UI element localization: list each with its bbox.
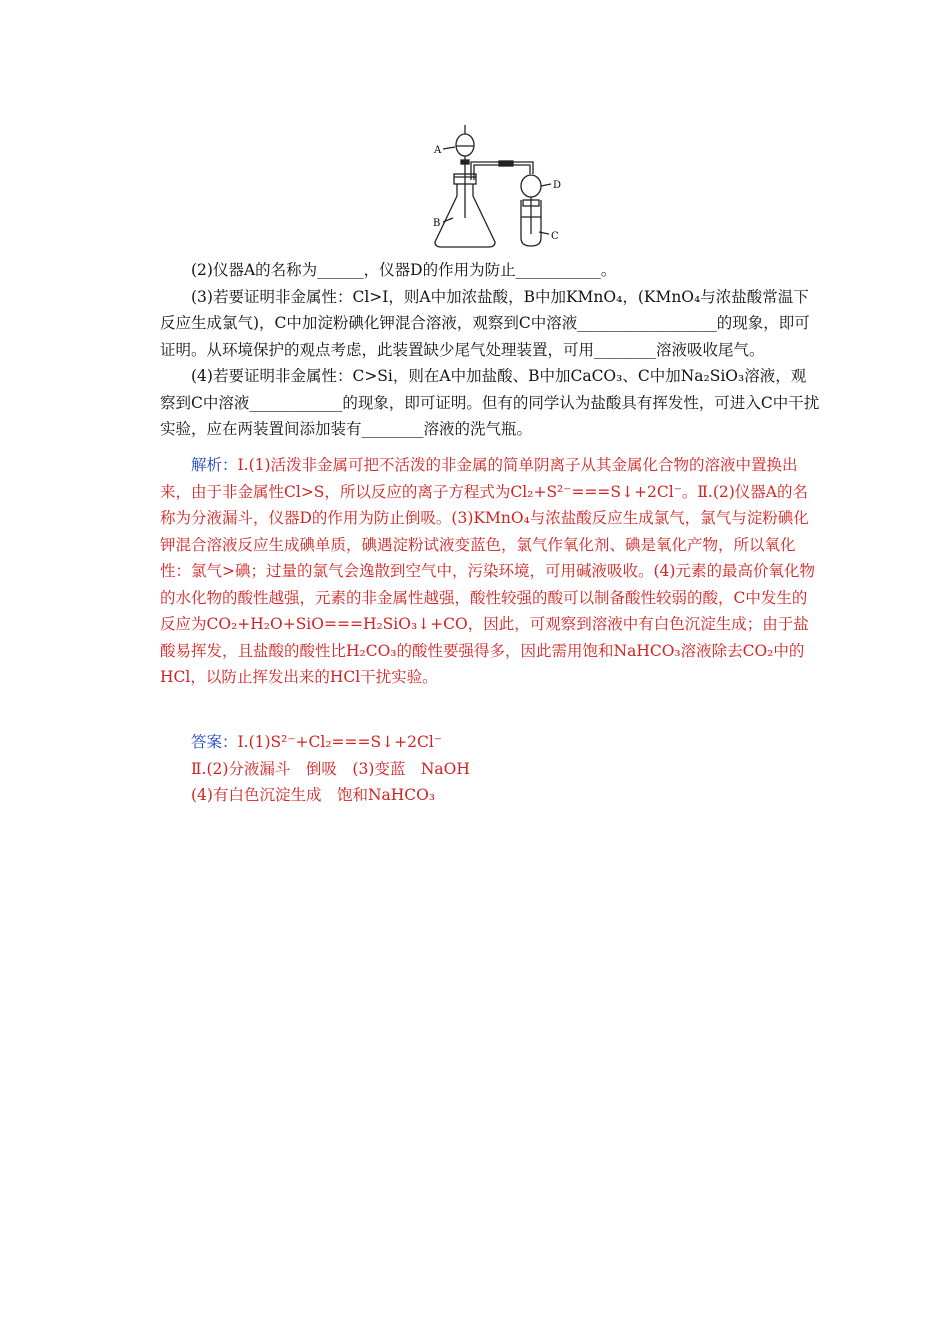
analysis-block [160,452,820,691]
question-block [160,257,820,443]
analysis-paragraph [160,452,820,691]
question-2: (2)仪器A的名称为______，仪器D的作用为防止___________。 [191,261,617,279]
label-c: C [551,231,559,242]
answer-line-1-text: Ⅰ.(1)S²⁻+Cl₂===S↓+2Cl⁻ [237,733,442,751]
answer-line-2: Ⅱ.(2)分液漏斗 倒吸 (3)变蓝 NaOH [191,759,470,778]
answer-line-3: (4)有白色沉淀生成 饱和NaHCO₃ [191,786,436,804]
question-3: (3)若要证明非金属性：Cl>I，则A中加浓盐酸，B中加KMnO₄，(KMnO₄与浓盐酸常温下反应生成氯气)，C中加淀粉碘化钾混合溶液，观察到C中溶液__________________的现象，即可证明。从环境保护的观点考虑，此装置缺少尾气处理装置，可用________溶液吸收尾气。 [160,287,810,359]
answer-block [160,729,820,809]
label-b: B [433,218,441,229]
analysis-label: 解析： [191,456,238,474]
apparatus-drawing [425,122,565,252]
question-4: (4)若要证明非金属性：C>Si，则在A中加盐酸、B中加CaCO₃、C中加Na₂SiO₃溶液，观察到C中溶液____________的现象，即可证明。但有的同学认为盐酸具有挥发性，可进入C中干扰实验，应在两装置间添加装有________溶液的洗气瓶。 [160,367,820,438]
answer-label: 答案： [191,733,238,751]
apparatus-diagram [425,122,565,252]
answer-line-1 [160,729,820,756]
label-a: A [434,145,442,156]
analysis-body: Ⅰ.(1)活泼非金属可把不活泼的非金属的简单阴离子从其金属化合物的溶液中置换出来，由于非金属性Cl>S，所以反应的离子方程式为Cl₂+S²⁻===S↓+2Cl⁻。Ⅱ.(2)仪器A的名称为分液漏斗，仪器D的作用为防止倒吸。(3)KMnO₄与浓盐酸反应生成氯气，氯气与淀粉碘化钾混合溶液反应生成碘单质，碘遇淀粉试液变蓝色，氯气作氧化剂、碘是氧化产物，所以氧化性：氯气>碘；过量的氯气会逸散到空气中，污染环境，可用碱液吸收。(4)元素的最高价氧化物的水化物的酸性越强，元素的非金属性越强，酸性较强的酸可以制备酸性较弱的酸，C中发生的反应为CO₂+H₂O+SiO===H₂SiO₃↓+CO，因此，可观察到溶液中有白色沉淀生成；由于盐酸易挥发，且盐酸的酸性比H₂CO₃的酸性要强得多，因此需用饱和NaHCO₃溶液除去CO₂中的HCl，以防止挥发出来的HCl干扰实验。 [160,456,815,686]
label-d: D [553,180,562,191]
